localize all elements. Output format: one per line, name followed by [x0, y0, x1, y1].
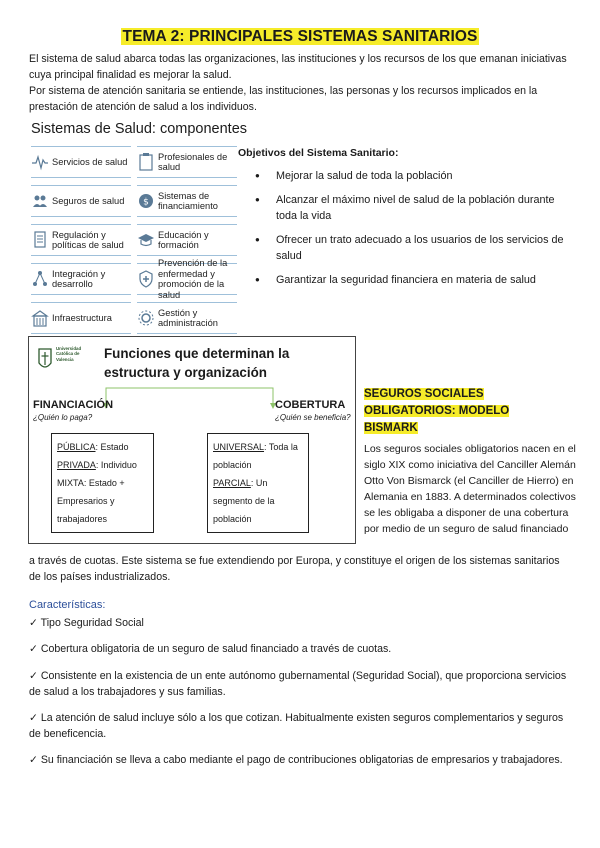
intro — [29, 51, 574, 115]
component-label: Gestión y administración — [158, 307, 218, 328]
intro-paragraph-2: Por sistema de atención sanitaria se entiende, las instituciones, las personas y los recursos implicados en la prestación de atención de salud a los individuos. — [29, 85, 538, 113]
list-item: ● Alcanzar el máximo nivel de salud de la población durante toda la vida — [252, 192, 570, 224]
bismark-text: Los seguros sociales obligatorios nacen en el siglo XIX como iniciativa del Canciller Alemán Otto Von Bismarck (el Canciller de Hierro) en Alemania en 1883. A determinados colectivos se les obligaba a disponer de una cobertura por medio de un seguro de salud financiado — [364, 443, 576, 535]
characteristic-item: ✓ Cobertura obligatoria de un seguro de salud financiado a través de cuotas. — [29, 643, 392, 655]
svg-text:$: $ — [143, 197, 149, 208]
clipboard-icon — [137, 152, 155, 172]
financing-label: FINANCIACIÓN — [33, 399, 114, 411]
network-icon — [31, 269, 49, 289]
component-educacion — [137, 224, 237, 256]
component-label: Sistemas de financiamiento — [158, 190, 218, 211]
component-label: Integración y desarrollo — [52, 268, 106, 289]
coverage-label: COBERTURA — [275, 399, 346, 411]
characteristic-item: ✓ La atención de salud incluye sólo a los que cotizan. Habitualmente existen seguros complementarios y seguros de beneficencia. — [29, 712, 564, 740]
pulse-icon — [31, 152, 49, 172]
component-prevencion — [137, 258, 237, 300]
characteristic-item: ✓ Tipo Seguridad Social — [29, 617, 144, 629]
characteristic-item: ✓ Consistente en la existencia de un ente autónomo gubernamental (Seguridad Social), que proporciona servicios de salud a los trabajadores y sus familias. — [29, 670, 567, 698]
page-title — [0, 28, 600, 46]
component-profesionales — [137, 146, 237, 178]
bismark-continuation: a través de cuotas. Este sistema se fue extendiendo por Europa, y constituye el origen de los sistemas sanitarios de los países industrializados. — [29, 555, 560, 583]
functions-title: Funciones que determinan la estructura y organización — [104, 346, 290, 380]
mixed-line: trabajadores — [57, 514, 108, 524]
component-infraestructura — [31, 302, 131, 334]
component-label: Regulación y políticas de salud — [52, 229, 124, 250]
partial-value: : Un — [250, 478, 268, 488]
bismark-heading — [364, 386, 514, 437]
mixed-line: MIXTA: Estado + — [57, 478, 125, 488]
bismark-heading-line: OBLIGATORIOS: MODELO — [364, 405, 510, 417]
component-label: Educación y formación — [158, 229, 209, 250]
financing-question: ¿Quién lo paga? — [33, 413, 93, 422]
universal-value: : Toda la — [264, 442, 298, 452]
coverage-box — [207, 433, 309, 533]
objectives-list — [252, 168, 570, 296]
document-icon — [31, 230, 49, 250]
people-icon — [31, 191, 49, 211]
components-heading: Sistemas de Salud: componentes — [31, 121, 248, 137]
education-icon — [137, 230, 155, 250]
component-label: Prevención de la enfermedad y promoción de la salud — [158, 258, 228, 300]
building-icon — [31, 308, 49, 328]
component-gestion — [137, 302, 237, 334]
coverage-question: ¿Quién se beneficia? — [275, 413, 351, 422]
list-item: ● Garantizar la seguridad financiera en materia de salud — [252, 272, 570, 288]
coverage-line: población — [213, 460, 252, 470]
intro-paragraph-1: El sistema de salud abarca todas las organizaciones, las instituciones y los recursos de los que emanan iniciativas cuya principal finalidad es mejorar la salud. — [29, 53, 567, 81]
management-icon — [137, 308, 155, 328]
partial-key: PARCIAL — [213, 478, 251, 488]
financing-box — [51, 433, 154, 533]
component-servicios — [31, 146, 131, 178]
university-logo-text: Universidad Católica de Valencia — [56, 346, 82, 362]
component-seguros — [31, 185, 131, 217]
component-label: Infraestructura — [52, 312, 112, 323]
universal-key: UNIVERSAL — [213, 442, 265, 452]
coverage-line: población — [213, 514, 252, 524]
list-item: ● Mejorar la salud de toda la población — [252, 168, 570, 184]
public-key: PÚBLICA — [57, 442, 96, 452]
page-title-text: TEMA 2: PRINCIPALES SISTEMAS SANITARIOS — [122, 28, 478, 45]
component-integracion — [31, 263, 131, 295]
mixed-line: Empresarios y — [57, 496, 115, 506]
component-label: Servicios de salud — [52, 156, 128, 167]
component-financiamiento — [137, 185, 237, 217]
objectives-heading: Objetivos del Sistema Sanitario: — [238, 147, 399, 159]
private-key: PRIVADA — [57, 460, 96, 470]
characteristics-heading: Características: — [29, 599, 106, 611]
component-regulacion — [31, 224, 131, 256]
prevention-icon — [137, 269, 155, 289]
money-icon — [137, 191, 155, 211]
public-value: : Estado — [95, 442, 129, 452]
component-label: Profesionales de salud — [158, 151, 228, 172]
bismark-heading-line: SEGUROS SOCIALES — [364, 388, 484, 400]
characteristic-item: ✓ Su financiación se lleva a cabo mediante el pago de contribuciones obligatorias de empresarios y trabajadores. — [29, 754, 563, 766]
coverage-line: segmento de la — [213, 496, 275, 506]
private-value: : Individuo — [95, 460, 137, 470]
component-label: Seguros de salud — [52, 195, 125, 206]
list-item: ● Ofrecer un trato adecuado a los usuarios de los servicios de salud — [252, 232, 570, 264]
bismark-heading-line: BISMARK — [364, 422, 418, 434]
